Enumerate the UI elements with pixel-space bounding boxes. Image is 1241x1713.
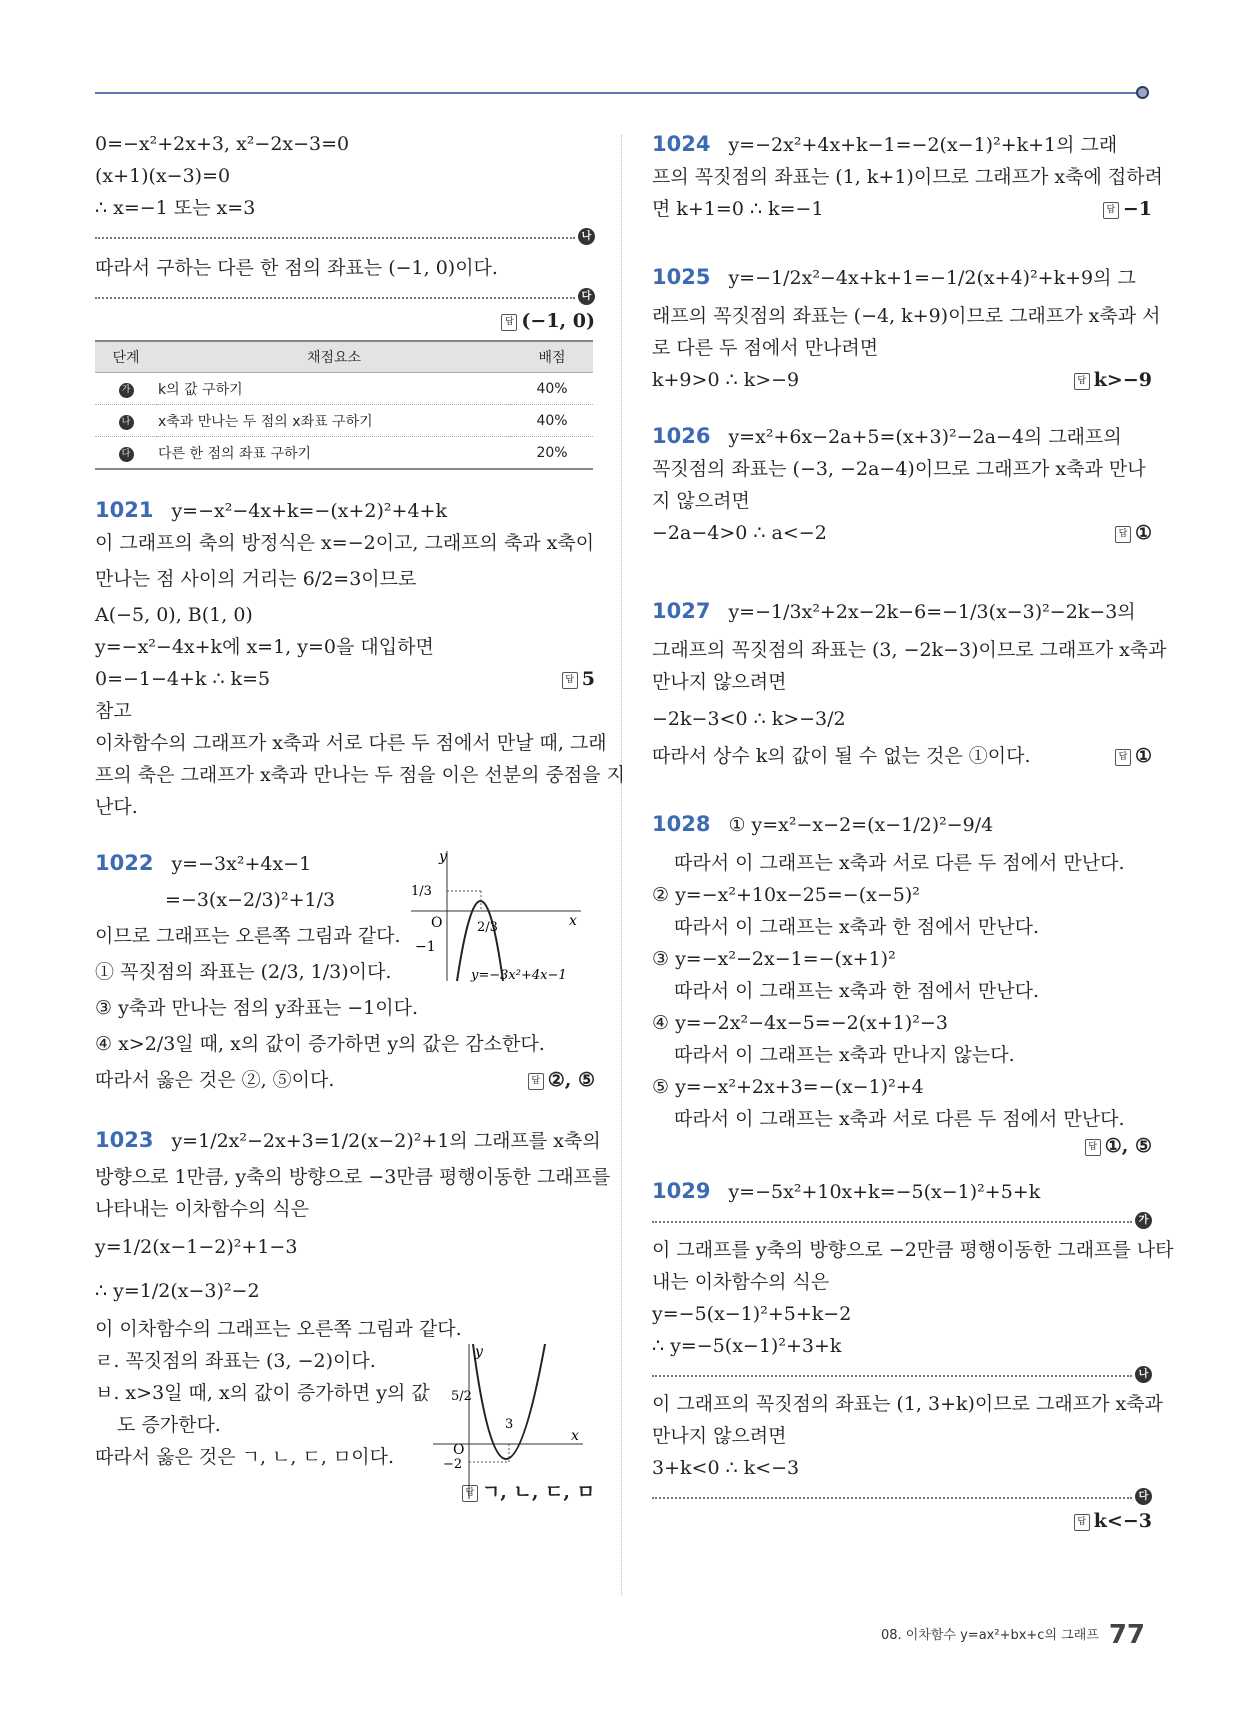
text-line: 그래프의 꼭짓점의 좌표는 (3, −2k−3)이므로 그래프가 x축과 <box>652 639 1167 661</box>
text-line: y=−x²−4x+k=−(x+2)²+4+k <box>171 500 447 522</box>
left-column <box>95 128 625 1504</box>
text-line: 이 이차함수의 그래프는 오른쪽 그림과 같다. <box>95 1318 462 1340</box>
text-line: 따라서 옳은 것은 ②, ⑤이다. <box>95 1069 335 1091</box>
axis-label: y <box>439 851 447 865</box>
text-line: 이차함수의 그래프가 x축과 서로 다른 두 점에서 만날 때, 그래 <box>95 732 607 754</box>
top-rule <box>95 92 1141 94</box>
tick-label: −1 <box>415 939 436 955</box>
answer: 답 ㄱ, ㄴ, ㄷ, ㅁ <box>95 1477 595 1504</box>
text-line: 꼭짓점의 좌표는 (−3, −2a−4)이므로 그래프가 x축과 만나 <box>652 458 1146 480</box>
answer-box-icon: 답 <box>528 1073 544 1090</box>
column-separator <box>621 135 622 1595</box>
answer: 답 (−1, 0) <box>95 310 595 332</box>
graph-1022 <box>411 851 591 991</box>
problem-1027 <box>652 589 1167 772</box>
text-line: y=1/2(x−1−2)²+1−3 <box>95 1236 298 1258</box>
answer-box-icon: 답 <box>1115 749 1131 766</box>
table-cell: 40% <box>511 373 593 405</box>
answer-box-icon: 답 <box>1074 1514 1090 1531</box>
step-separator <box>95 286 595 308</box>
text-line: 따라서 상수 k의 값이 될 수 없는 것은 ①이다. <box>652 745 1031 767</box>
answer-box-icon: 답 <box>501 314 517 331</box>
problem-number: 1022 <box>95 851 154 875</box>
text-line: ㄹ. 꼭짓점의 좌표는 (3, −2)이다. <box>95 1350 376 1372</box>
answer: 답 −1 <box>1103 193 1152 225</box>
problem-1023 <box>95 1120 611 1504</box>
text-line: ① 꼭짓점의 좌표는 (2/3, 1/3)이다. <box>95 961 392 983</box>
chapter-title: 08. 이차함수 y=ax²+bx+c의 그래프 <box>880 1628 1099 1643</box>
step-mark: 다 <box>578 288 595 305</box>
step-mark: 나 <box>578 228 595 245</box>
problem-number: 1029 <box>652 1179 711 1203</box>
answer: 답 k<−3 <box>652 1510 1152 1532</box>
text-line: 만나는 점 사이의 거리는 6/2=3이므로 <box>95 568 417 590</box>
text-line: 따라서 이 그래프는 x축과 서로 다른 두 점에서 만난다. <box>674 1108 1125 1130</box>
text-line: (x+1)(x−3)=0 <box>95 165 231 187</box>
table-cell: x축과 만나는 두 점의 x좌표 구하기 <box>157 405 511 437</box>
right-column <box>652 128 1174 1532</box>
text-line: k+9>0 ∴ k>−9 <box>652 369 800 391</box>
text-line: y=−1/2x²−4x+k+1=−1/2(x+4)²+k+9의 그 <box>728 267 1136 289</box>
answer-box-icon: 답 <box>562 672 578 689</box>
text-line: 도 증가한다. <box>117 1414 221 1436</box>
text-line: 이 그래프를 y축의 방향으로 −2만큼 평행이동한 그래프를 나타 <box>652 1239 1174 1261</box>
text-line: y=−x²−4x+k에 x=1, y=0을 대입하면 <box>95 636 434 658</box>
answer: 답 ①, ⑤ <box>652 1135 1152 1157</box>
text-line: 만나지 않으려면 <box>652 1425 787 1447</box>
text-line: 난다. <box>95 796 138 818</box>
problem-number: 1021 <box>95 498 154 522</box>
note-title: 참고 <box>95 700 132 722</box>
text-line: A(−5, 0), B(1, 0) <box>95 604 253 626</box>
text-line: 3+k<0 ∴ k<−3 <box>652 1457 800 1479</box>
text-line: 만나지 않으려면 <box>652 671 787 693</box>
text-line: y=1/2x²−2x+3=1/2(x−2)²+1의 그래프를 x축의 <box>171 1130 601 1152</box>
text-line: ∴ y=−5(x−1)²+3+k <box>652 1335 842 1357</box>
text-line: 이 그래프의 꼭짓점의 좌표는 (1, 3+k)이므로 그래프가 x축과 <box>652 1393 1163 1415</box>
step-separator <box>652 1486 1152 1508</box>
table-header: 단계 <box>95 341 157 373</box>
text-line: y=−3x²+4x−1 <box>171 853 312 875</box>
step-mark: 다 <box>1135 1488 1152 1505</box>
text-line: y=−2x²+4x+k−1=−2(x−1)²+k+1의 그래 <box>728 134 1118 156</box>
answer-box-icon: 답 <box>1085 1139 1101 1156</box>
answer: 답 5 <box>562 663 595 695</box>
text-line: 면 k+1=0 ∴ k=−1 <box>652 198 824 220</box>
text-line: ⑤ y=−x²+2x+3=−(x−1)²+4 <box>652 1076 924 1098</box>
text-line: ③ y축과 만나는 점의 y좌표는 −1이다. <box>95 997 418 1019</box>
step-separator <box>95 226 595 248</box>
step-separator <box>652 1364 1152 1386</box>
text-line: 따라서 이 그래프는 x축과 한 점에서 만난다. <box>674 980 1040 1002</box>
text-line: 따라서 이 그래프는 x축과 만나지 않는다. <box>674 1044 1015 1066</box>
problem-1021 <box>95 494 625 823</box>
tick-label: 3 <box>505 1417 514 1432</box>
text-line: ① y=x²−x−2=(x−1/2)²−9/4 <box>728 814 994 836</box>
text-line: ㅂ. x>3일 때, x의 값이 증가하면 y의 값 <box>95 1382 430 1404</box>
top-rule-dot <box>1136 86 1149 99</box>
problem-1026 <box>652 420 1152 549</box>
step-mark: 나 <box>119 415 134 430</box>
text-line: 이 그래프의 축의 방정식은 x=−2이고, 그래프의 축과 x축이 <box>95 532 595 554</box>
tick-label: 1/3 <box>411 884 432 899</box>
text-line: 지 않으려면 <box>652 490 750 512</box>
text-line: 따라서 이 그래프는 x축과 한 점에서 만난다. <box>674 916 1040 938</box>
text-line: ④ y=−2x²−4x−5=−2(x+1)²−3 <box>652 1012 948 1034</box>
origin-label: O <box>431 915 443 931</box>
answer: 답 ②, ⑤ <box>528 1064 595 1096</box>
text-line: y=−5x²+10x+k=−5(x−1)²+5+k <box>728 1181 1041 1203</box>
text-line: 나타내는 이차함수의 식은 <box>95 1198 309 1220</box>
answer-box-icon: 답 <box>1074 373 1090 390</box>
text-line: y=−5(x−1)²+5+k−2 <box>652 1303 852 1325</box>
answer-box-icon: 답 <box>462 1485 478 1502</box>
text-line: ② y=−x²+10x−25=−(x−5)² <box>652 884 920 906</box>
step-mark: 가 <box>1135 1212 1152 1229</box>
text-line: −2k−3<0 ∴ k>−3/2 <box>652 708 846 730</box>
table-header: 채점요소 <box>157 341 511 373</box>
text-line: 프의 꼭짓점의 좌표는 (1, k+1)이므로 그래프가 x축에 접하려 <box>652 166 1163 188</box>
step-mark: 나 <box>1135 1366 1152 1383</box>
text-line: −2a−4>0 ∴ a<−2 <box>652 522 827 544</box>
table-cell: k의 값 구하기 <box>157 373 511 405</box>
text-line: ③ y=−x²−2x−1=−(x+1)² <box>652 948 896 970</box>
axis-label: x <box>571 1428 579 1444</box>
problem-1024 <box>652 128 1163 225</box>
step-separator <box>652 1210 1152 1232</box>
text-line: y=x²+6x−2a+5=(x+3)²−2a−4의 그래프의 <box>728 426 1122 448</box>
table-cell: 40% <box>511 405 593 437</box>
table-row <box>95 405 593 437</box>
answer-box-icon: 답 <box>1103 202 1119 219</box>
page-number: 77 <box>1108 1620 1145 1650</box>
text-line: 로 다른 두 점에서 만나려면 <box>652 337 879 359</box>
table-header: 배점 <box>511 341 593 373</box>
origin-label: O <box>453 1442 465 1458</box>
problem-number: 1028 <box>652 812 711 836</box>
text-line: 이므로 그래프는 오른쪽 그림과 같다. <box>95 925 401 947</box>
scoring-table <box>95 340 593 470</box>
answer-box-icon: 답 <box>1115 526 1131 543</box>
table-row <box>95 373 593 405</box>
text-line: 내는 이차함수의 식은 <box>652 1271 830 1293</box>
problem-number: 1024 <box>652 132 711 156</box>
answer: 답 ① <box>1115 517 1152 549</box>
problem-1029 <box>652 1175 1174 1532</box>
step-mark: 가 <box>119 383 134 398</box>
table-cell: 다른 한 점의 좌표 구하기 <box>157 437 511 470</box>
text-line: 프의 축은 그래프가 x축과 만나는 두 점을 이은 선분의 중점을 지 <box>95 764 625 786</box>
graph-caption: y=−3x²+4x−1 <box>471 968 567 983</box>
text-line: ∴ y=1/2(x−3)²−2 <box>95 1280 260 1302</box>
text-line: 래프의 꼭짓점의 좌표는 (−4, k+9)이므로 그래프가 x축과 서 <box>652 305 1161 327</box>
text-line: ④ x>2/3일 때, x의 값이 증가하면 y의 값은 감소한다. <box>95 1033 545 1055</box>
text-line: 0=−x²+2x+3, x²−2x−3=0 <box>95 133 350 155</box>
text-line: =−3(x−2/3)²+1/3 <box>165 889 336 911</box>
text-line: 방향으로 1만큼, y축의 방향으로 −3만큼 평행이동한 그래프를 <box>95 1166 611 1188</box>
text-line: 따라서 옳은 것은 ㄱ, ㄴ, ㄷ, ㅁ이다. <box>95 1446 394 1468</box>
tick-label: 5/2 <box>451 1389 472 1404</box>
prev-solution <box>95 128 595 332</box>
table-row <box>95 437 593 470</box>
problem-1022 <box>95 847 595 1096</box>
tick-label: −2 <box>443 1457 463 1472</box>
text-line: 따라서 구하는 다른 한 점의 좌표는 (−1, 0)이다. <box>95 257 498 279</box>
text-line: y=−1/3x²+2x−2k−6=−1/3(x−3)²−2k−3의 <box>728 601 1136 623</box>
problem-1028 <box>652 802 1152 1157</box>
axis-label: y <box>475 1344 483 1360</box>
answer: 답 ① <box>1115 740 1152 772</box>
step-mark: 다 <box>119 447 134 462</box>
problem-number: 1026 <box>652 424 711 448</box>
text-line: 0=−1−4+k ∴ k=5 <box>95 668 271 690</box>
axis-label: x <box>569 913 577 929</box>
table-cell: 20% <box>511 437 593 470</box>
problem-number: 1023 <box>95 1128 154 1152</box>
problem-1025 <box>652 255 1161 396</box>
page-footer <box>881 1620 1145 1650</box>
answer: 답 k>−9 <box>1074 364 1152 396</box>
tick-label: 2/3 <box>477 920 498 935</box>
text-line: ∴ x=−1 또는 x=3 <box>95 197 256 219</box>
problem-number: 1025 <box>652 265 711 289</box>
problem-number: 1027 <box>652 599 711 623</box>
graph-1023 <box>433 1344 593 1504</box>
text-line: 따라서 이 그래프는 x축과 서로 다른 두 점에서 만난다. <box>674 852 1125 874</box>
